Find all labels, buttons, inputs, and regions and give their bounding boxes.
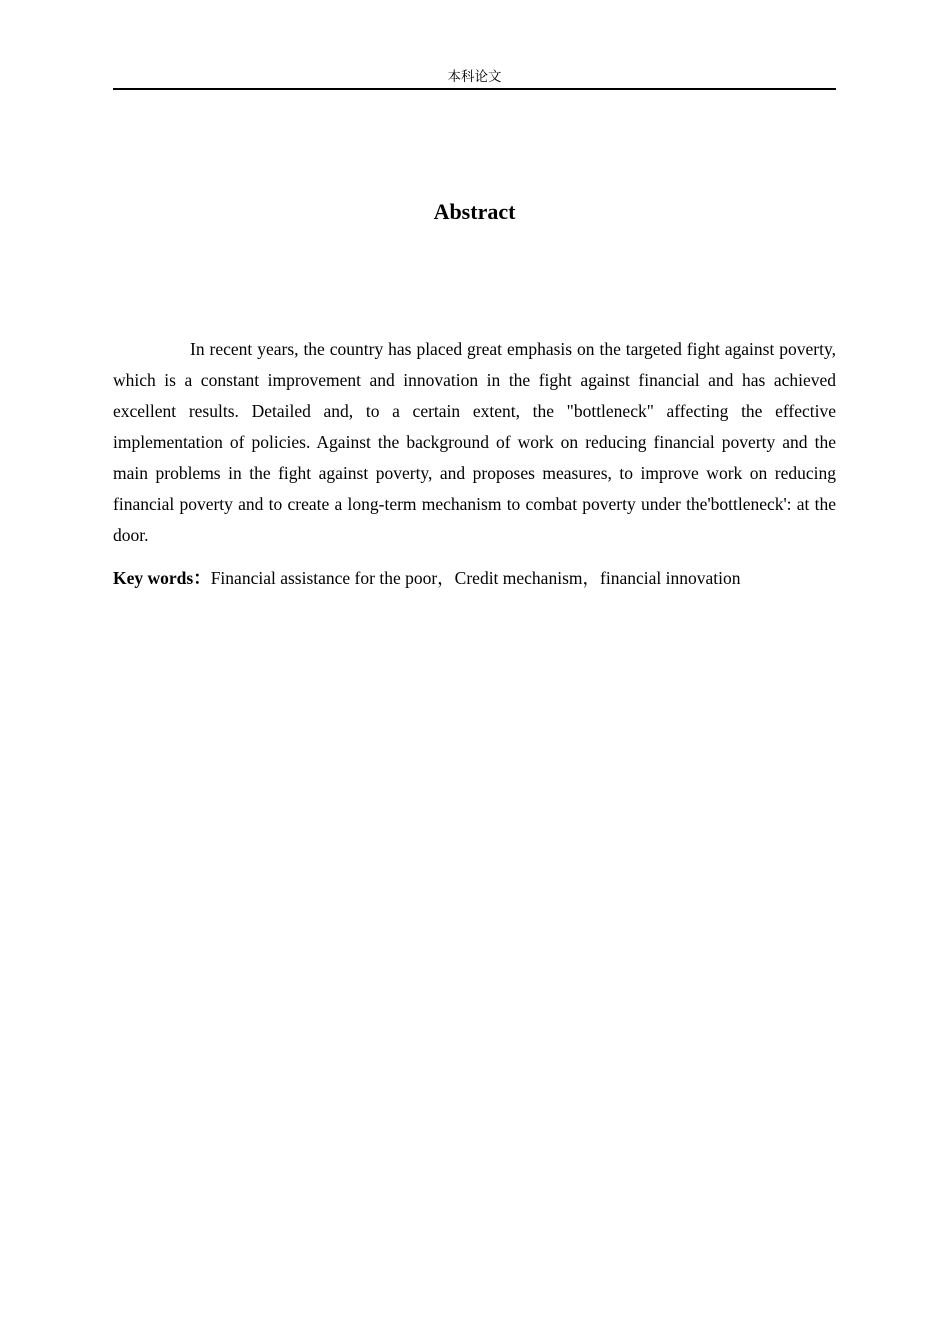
keywords-line: [113, 563, 836, 594]
keywords-label: Key words：: [113, 568, 211, 588]
abstract-body: In recent years, the country has placed great emphasis on the targeted fight against poverty, which is a constant improvement and innovation in the fight against financial and has achieved excellent results. Detailed and, to a certain extent, the "bottleneck" affecting the effective implementation of policies. Against the background of work on reducing financial poverty and the main problems in the fight against poverty, and proposes measures, to improve work on reducing financial poverty and to create a long-term mechanism to combat poverty under the'bottleneck': at the door.: [113, 339, 836, 545]
keyword-item: Credit mechanism: [454, 568, 583, 588]
abstract-title: Abstract: [433, 199, 516, 224]
header-divider: [113, 88, 836, 90]
keyword-separator: ，: [582, 568, 600, 588]
keyword-item: Financial assistance for the poor: [210, 568, 438, 588]
keyword-separator: ，: [437, 568, 455, 588]
page-header: 本科论文: [447, 69, 502, 85]
keyword-item: financial innovation: [600, 568, 741, 588]
